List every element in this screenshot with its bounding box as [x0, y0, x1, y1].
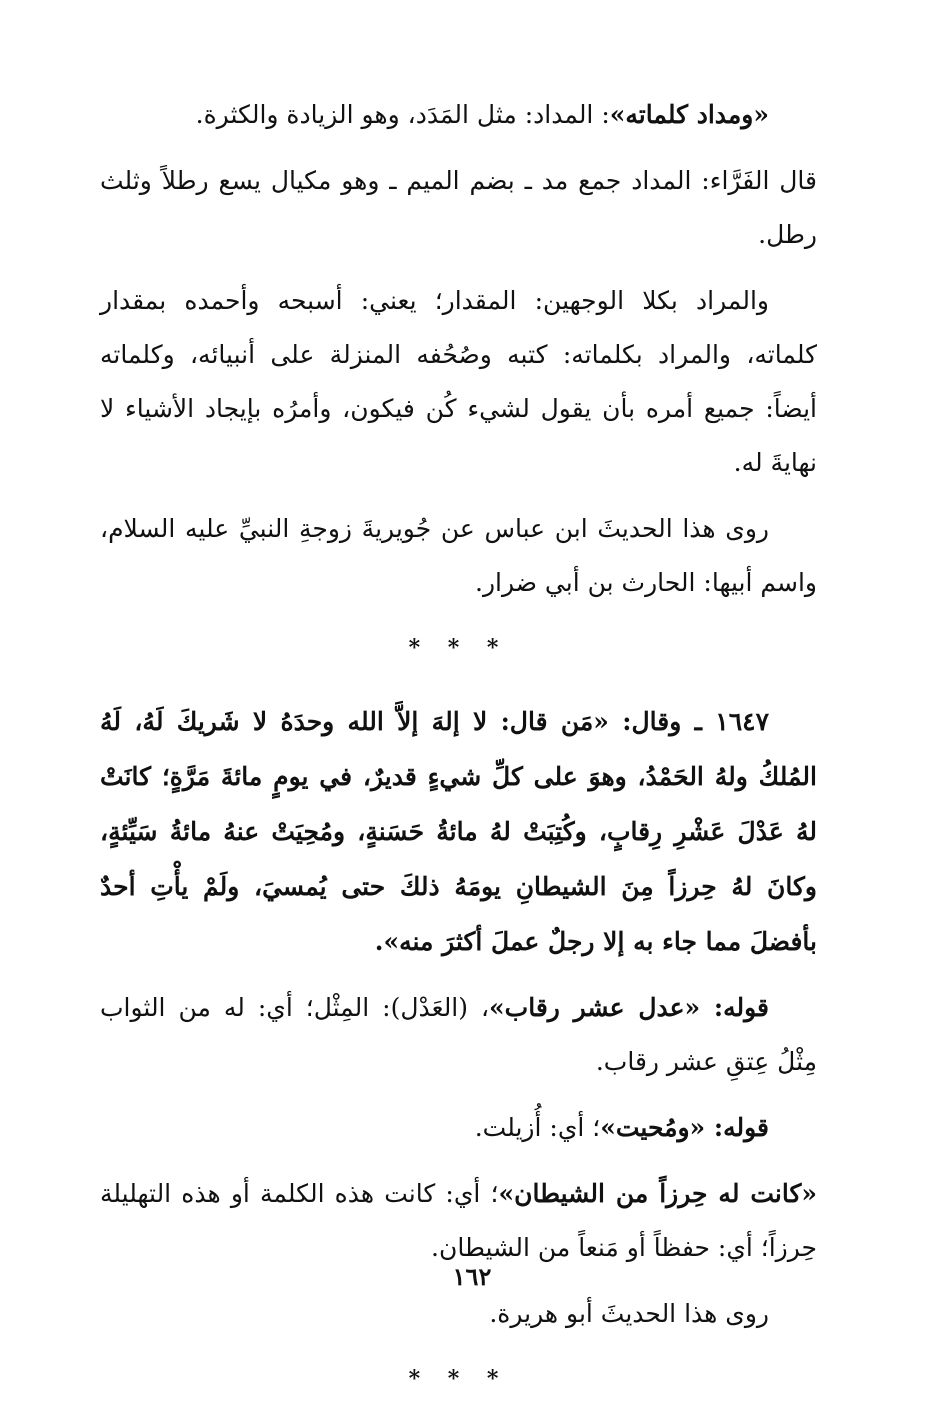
paragraph-hirz	[100, 1167, 817, 1275]
term-adl: قوله: «عدل عشر رقاب»	[489, 993, 769, 1022]
term-muhiyat: قوله: «ومُحيت»	[600, 1113, 769, 1142]
page-number: ١٦٢	[452, 1262, 492, 1291]
section-separator: * * *	[408, 635, 509, 661]
paragraph-text: ؛ أي: أُزيلت.	[474, 1113, 601, 1142]
paragraph-text: قال الفَرَّاء: المداد جمع مد ـ بضم الميم ـ وهو مكيال يسع رطلاً وثلث رطل.	[100, 166, 817, 249]
term-midad: «ومداد كلماته»	[609, 100, 769, 129]
section-separator-2: * * *	[408, 1366, 509, 1392]
page-body	[100, 88, 817, 1425]
paragraph-adl	[100, 981, 817, 1089]
paragraph-text: روى هذا الحديثَ أبو هريرة.	[489, 1299, 769, 1328]
paragraph-text: ، (العَدْل): المِثْل؛ أي: له من الثواب مِثْلُ عِتقِ عشر رقاب.	[100, 993, 817, 1076]
paragraph-narrator	[100, 502, 817, 610]
paragraph-text: ؛ أي: كانت هذه الكلمة أو هذه التهليلة حِرزاً؛ أي: حفظاً أو مَنعاً من الشيطان.	[100, 1179, 817, 1262]
paragraph-text: : المداد: مثل المَدَد، وهو الزيادة والكثرة.	[195, 100, 610, 129]
paragraph-text: والمراد بكلا الوجهين: المقدار؛ يعني: أسبحه وأحمده بمقدار كلماته، والمراد بكلماته: كتبه وصُحُفه المنزلة على أنبيائه، وكلماته أيضاً: جميع أمره بأن يقول لشيء كُن فيكون، وأمرُه بإيجاد الأشياء لا نهايةَ له.	[100, 286, 817, 477]
paragraph-farra	[100, 154, 817, 262]
hadith-text: ١٦٤٧ ـ وقال: «مَن قال: لا إلهَ إلاَّ الله وحدَهُ لا شَريكَ لَهُ، لَهُ المُلكُ ولهُ الحَمْدُ، وهوَ على كلِّ شيءٍ قديرٌ، في يومٍ مائةَ مَرَّةٍ؛ كانَتْ لهُ عَدْلَ عَشْرِ رِقابٍ، وكُتِبَتْ لهُ مائةُ حَسَنةٍ، ومُحِيَتْ عنهُ مائةُ سَيِّئةٍ، وكانَ لهُ حِرزاً مِنَ الشيطانِ يومَهُ ذلكَ حتى يُمسيَ، ولَمْ يأْتِ أحدٌ بأفضلَ مما جاء به إلا رجلٌ عملَ أكثرَ منه».	[100, 707, 817, 956]
paragraph-text: روى هذا الحديثَ ابن عباس عن جُويريةَ زوجةِ النبيِّ عليه السلام، واسم أبيها: الحارث بن أبي ضرار.	[100, 514, 817, 597]
paragraph-muhiyat	[100, 1101, 817, 1155]
paragraph-midad	[100, 88, 817, 142]
paragraph-narrator-2	[100, 1287, 817, 1341]
paragraph-meaning	[100, 274, 817, 490]
term-hirz: «كانت له حِرزاً من الشيطان»	[498, 1179, 817, 1208]
